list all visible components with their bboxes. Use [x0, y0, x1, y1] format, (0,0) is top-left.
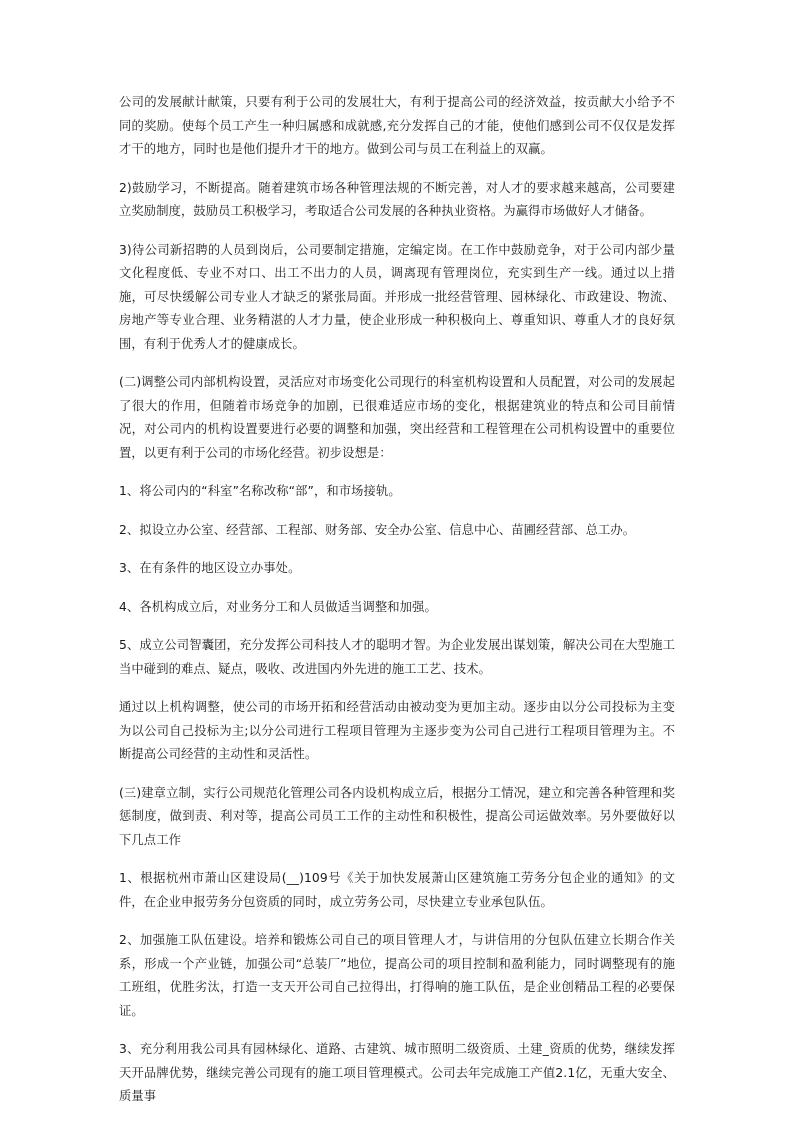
paragraph-section-three-heading: (三)建章立制，实行公司规范化管理公司各内设机构成立后，根据分工情况，建立和完善各种管理和奖惩制度，做到责、利对等，提高公司员工工作的主动性和积极性，提高公司运做效率。另外要做好以下几点工作 [119, 785, 675, 847]
paragraph-section-two-heading: (二)调整公司内部机构设置，灵活应对市场变化公司现行的科室机构设置和人员配置，对公司的发展起了很大的作用，但随着市场竞争的加剧，已很难适应市场的变化，根据建筑业的特点和公司目前情况，对公司内的机构设置要进行必要的调整和加强，突出经营和工程管理在公司机构设置中的重要位置，以更有利于公司的市场化经营。初步设想是： [119, 375, 675, 460]
document-page [119, 91, 675, 1124]
paragraph-incentive-continued: 公司的发展献计献策，只要有利于公司的发展壮大，有利于提高公司的经济效益，按贡献大小给予不同的奖励。使每个员工产生一种归属感和成就感,充分发挥自己的才能，使他们感到公司不仅仅是发挥才干的地方，同时也是他们提升才干的地方。做到公司与员工在利益上的双赢。 [119, 95, 675, 156]
list-item-new-departments: 2、拟设立办公室、经营部、工程部、财务部、安全办公室、信息中心、苗圃经营部、总工办。 [119, 522, 636, 537]
list-item-team-building: 2、加强施工队伍建设。培养和锻炼公司自己的项目管理人才，与讲信用的分包队伍建立长期合作关系，形成一个产业链，加强公司“总装厂”地位，提高公司的项目控制和盈利能力，同时调整现有的施工班组，优胜劣汰，打造一支天开公司自己拉得出，打得响的施工队伍，是企业创精品工程的必要保证。 [119, 933, 675, 1018]
paragraph-encourage-learning: 2)鼓励学习，不断提高。随着建筑市场各种管理法规的不断完善，对人才的要求越来越高，公司要建立奖励制度，鼓励员工积极学习，考取适合公司发展的各种执业资格。为赢得市场做好人才储备。 [119, 180, 675, 218]
list-item-regional-offices: 3、在有条件的地区设立办事处。 [119, 561, 301, 575]
paragraph-restructure-outcome: 通过以上机构调整，使公司的市场开拓和经营活动由被动变为更加主动。逐步由以分公司投标为主变为以公司自己投标为主;以分公司进行工程项目管理为主逐步变为公司自己进行工程项目管理为主。不断提高公司经营的主动性和灵活性。 [119, 700, 675, 761]
list-item-qualification-advantage: 3、充分利用我公司具有园林绿化、道路、古建筑、城市照明二级资质、土建_资质的优势，继续发挥天开品牌优势，继续完善公司现有的施工项目管理模式。公司去年完成施工产值2.1亿，无重大安全、质量事 [119, 1042, 675, 1103]
list-item-adjust-staffing: 4、各机构成立后，对业务分工和人员做适当调整和加强。 [119, 599, 437, 614]
list-item-labor-subcontract: 1、根据杭州市萧山区建设局(__)109号《关于加快发展萧山区建筑施工劳务分包企业的通知》的文件，在企业申报劳务分包资质的同时，成立劳务公司，尽快建立专业承包队伍。 [119, 871, 675, 909]
paragraph-staffing-measures: 3)待公司新招聘的人员到岗后，公司要制定措施，定编定岗。在工作中鼓励竞争，对于公司内部少量文化程度低、专业不对口、出工不出力的人员，调离现有管理岗位，充实到生产一线。通过以上措施，可尽快缓解公司专业人才缺乏的紧张局面。并形成一批经营管理、园林绿化、市政建设、物流、房地产等专业合理、业务精湛的人才力量，使企业形成一种积极向上、尊重知识、尊重人才的良好氛围，有利于优秀人才的健康成长。 [119, 242, 675, 351]
list-item-rename-departments: 1、将公司内的“科室”名称改称“部”，和市场接轨。 [119, 484, 401, 498]
list-item-think-tank: 5、成立公司智囊团，充分发挥公司科技人才的聪明才智。为企业发展出谋划策，解决公司在大型施工当中碰到的难点、疑点，吸收、改进国内外先进的施工工艺、技术。 [119, 638, 675, 676]
